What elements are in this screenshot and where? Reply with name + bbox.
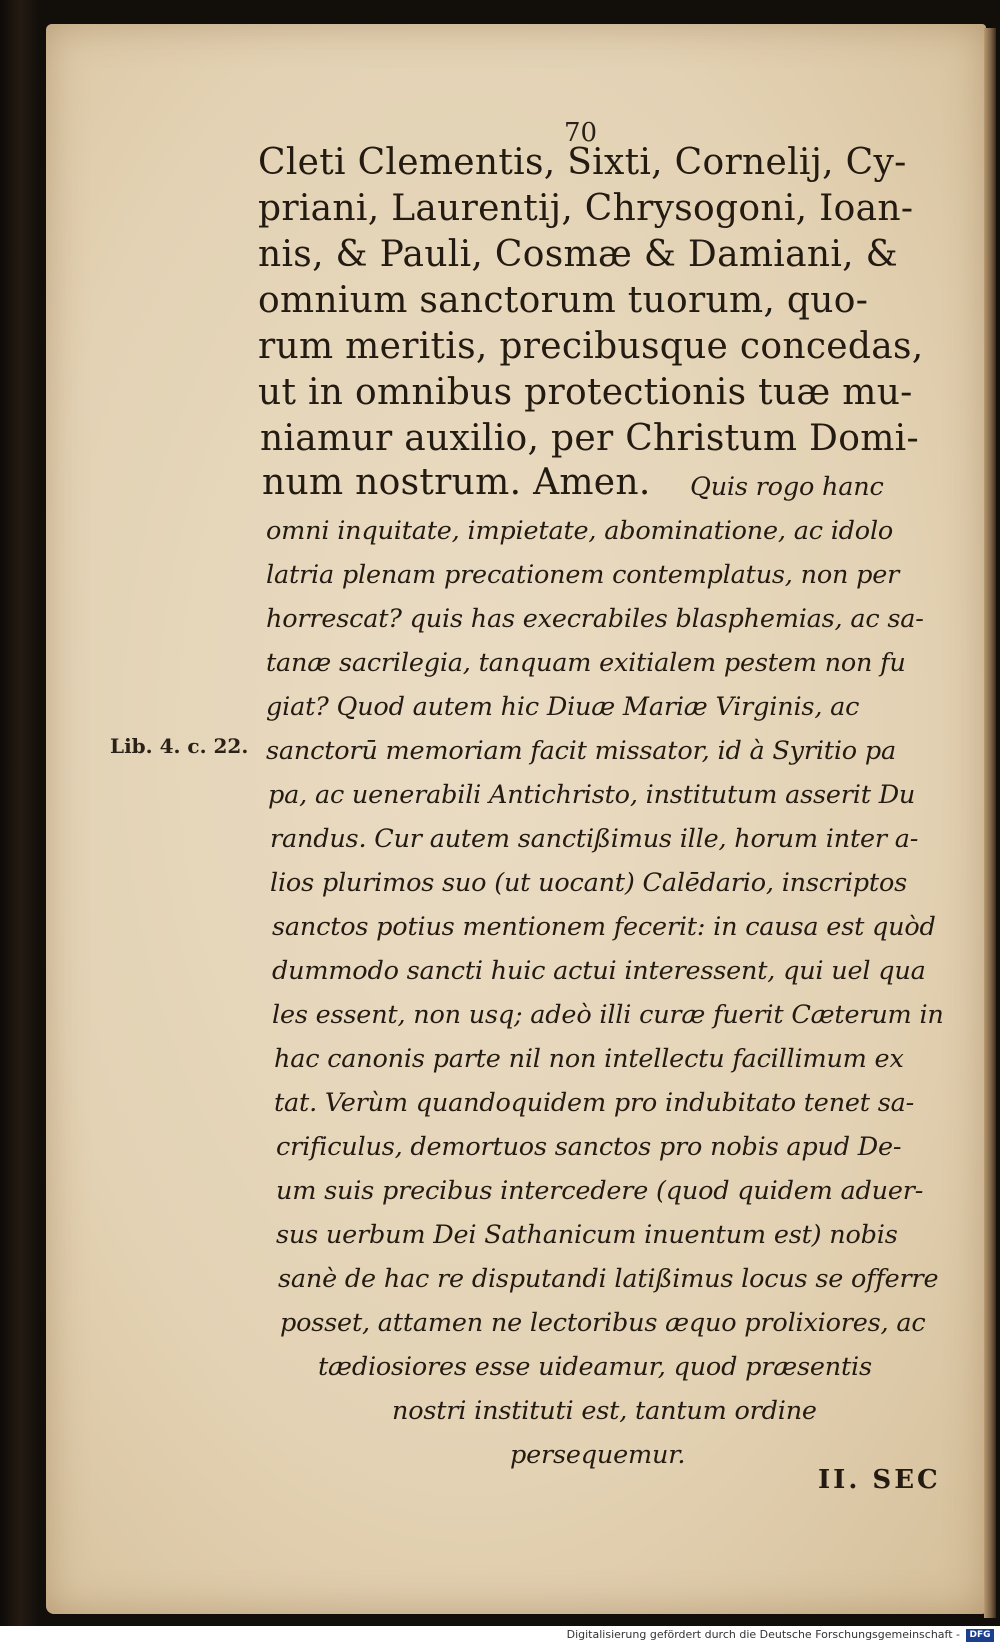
text-line: ut in omnibus protectionis tuæ mu- [258, 372, 913, 413]
page-number: 70 [564, 118, 598, 148]
italic-line: lios plurimos suo (ut uocant) Calēdario, inscriptos [270, 868, 907, 898]
text-line: priani, Laurentij, Chrysogoni, Ioan- [258, 188, 914, 229]
italic-line: randus. Cur autem sanctißimus ille, horum inter a- [270, 824, 919, 854]
italic-line: sanctos potius mentionem fecerit: in causa est quòd [272, 912, 936, 942]
italic-line: tanæ sacrilegia, tanquam exitialem pestem non fu [266, 648, 906, 678]
italic-line: tædiosiores esse uideamur, quod præsentis [318, 1352, 872, 1382]
text-line: omnium sanctorum tuorum, quo- [258, 280, 869, 321]
text-line: rum meritis, precibusque concedas, [258, 326, 924, 367]
italic-line: sanctorū memoriam facit missator, id à Syritio pa [266, 736, 896, 766]
italic-line: persequemur. [510, 1440, 686, 1470]
text-line-italic-part: Quis rogo hanc [690, 472, 884, 502]
italic-line: tat. Verùm quandoquidem pro indubitato tenet sa- [274, 1088, 915, 1118]
italic-line: sanè de hac re disputandi latißimus locus se offerre [278, 1264, 939, 1294]
text-line: Cleti Clementis, Sixti, Cornelij, Cy- [258, 142, 907, 183]
italic-line: dummodo sancti huic actui interessent, qui uel qua [272, 956, 926, 986]
dfg-logo: DFG [966, 1629, 994, 1642]
italic-line: giat? Quod autem hic Diuæ Mariæ Virginis, ac [266, 692, 860, 722]
text-line: niamur auxilio, per Christum Domi- [260, 418, 919, 459]
italic-line: les essent, non usq; adeò illi curæ fuerit Cæterum in [272, 1000, 944, 1030]
page-edge [984, 28, 996, 1618]
italic-line: pa, ac uenerabili Antichristo, institutum asserit Du [268, 780, 916, 810]
italic-line: horrescat? quis has execrabiles blasphemias, ac sa- [266, 604, 924, 634]
text-line: nis, & Pauli, Cosmæ & Damiani, & [258, 234, 898, 275]
italic-line: crificulus, demortuos sanctos pro nobis apud De- [276, 1132, 902, 1162]
catchword: II. SEC [818, 1465, 941, 1495]
footer-bar [0, 1626, 1000, 1646]
margin-note: Lib. 4. c. 22. [110, 734, 249, 758]
footer-credit: Digitalisierung gefördert durch die Deutsche Forschungsgemeinschaft - [566, 1628, 960, 1641]
italic-line: nostri instituti est, tantum ordine [392, 1396, 817, 1426]
italic-line: um suis precibus intercedere (quod quidem aduer- [276, 1176, 924, 1206]
italic-line: sus uerbum Dei Sathanicum inuentum est) nobis [276, 1220, 898, 1250]
text-line-roman-part: num nostrum. Amen. [262, 462, 651, 503]
italic-line: omni inquitate, impietate, abominatione, ac idolo [266, 516, 894, 546]
italic-line: latria plenam precationem contemplatus, non per [266, 560, 900, 590]
italic-line: posset, attamen ne lectoribus æquo prolixiores, ac [280, 1308, 926, 1338]
italic-line: hac canonis parte nil non intellectu facillimum ex [274, 1044, 904, 1074]
